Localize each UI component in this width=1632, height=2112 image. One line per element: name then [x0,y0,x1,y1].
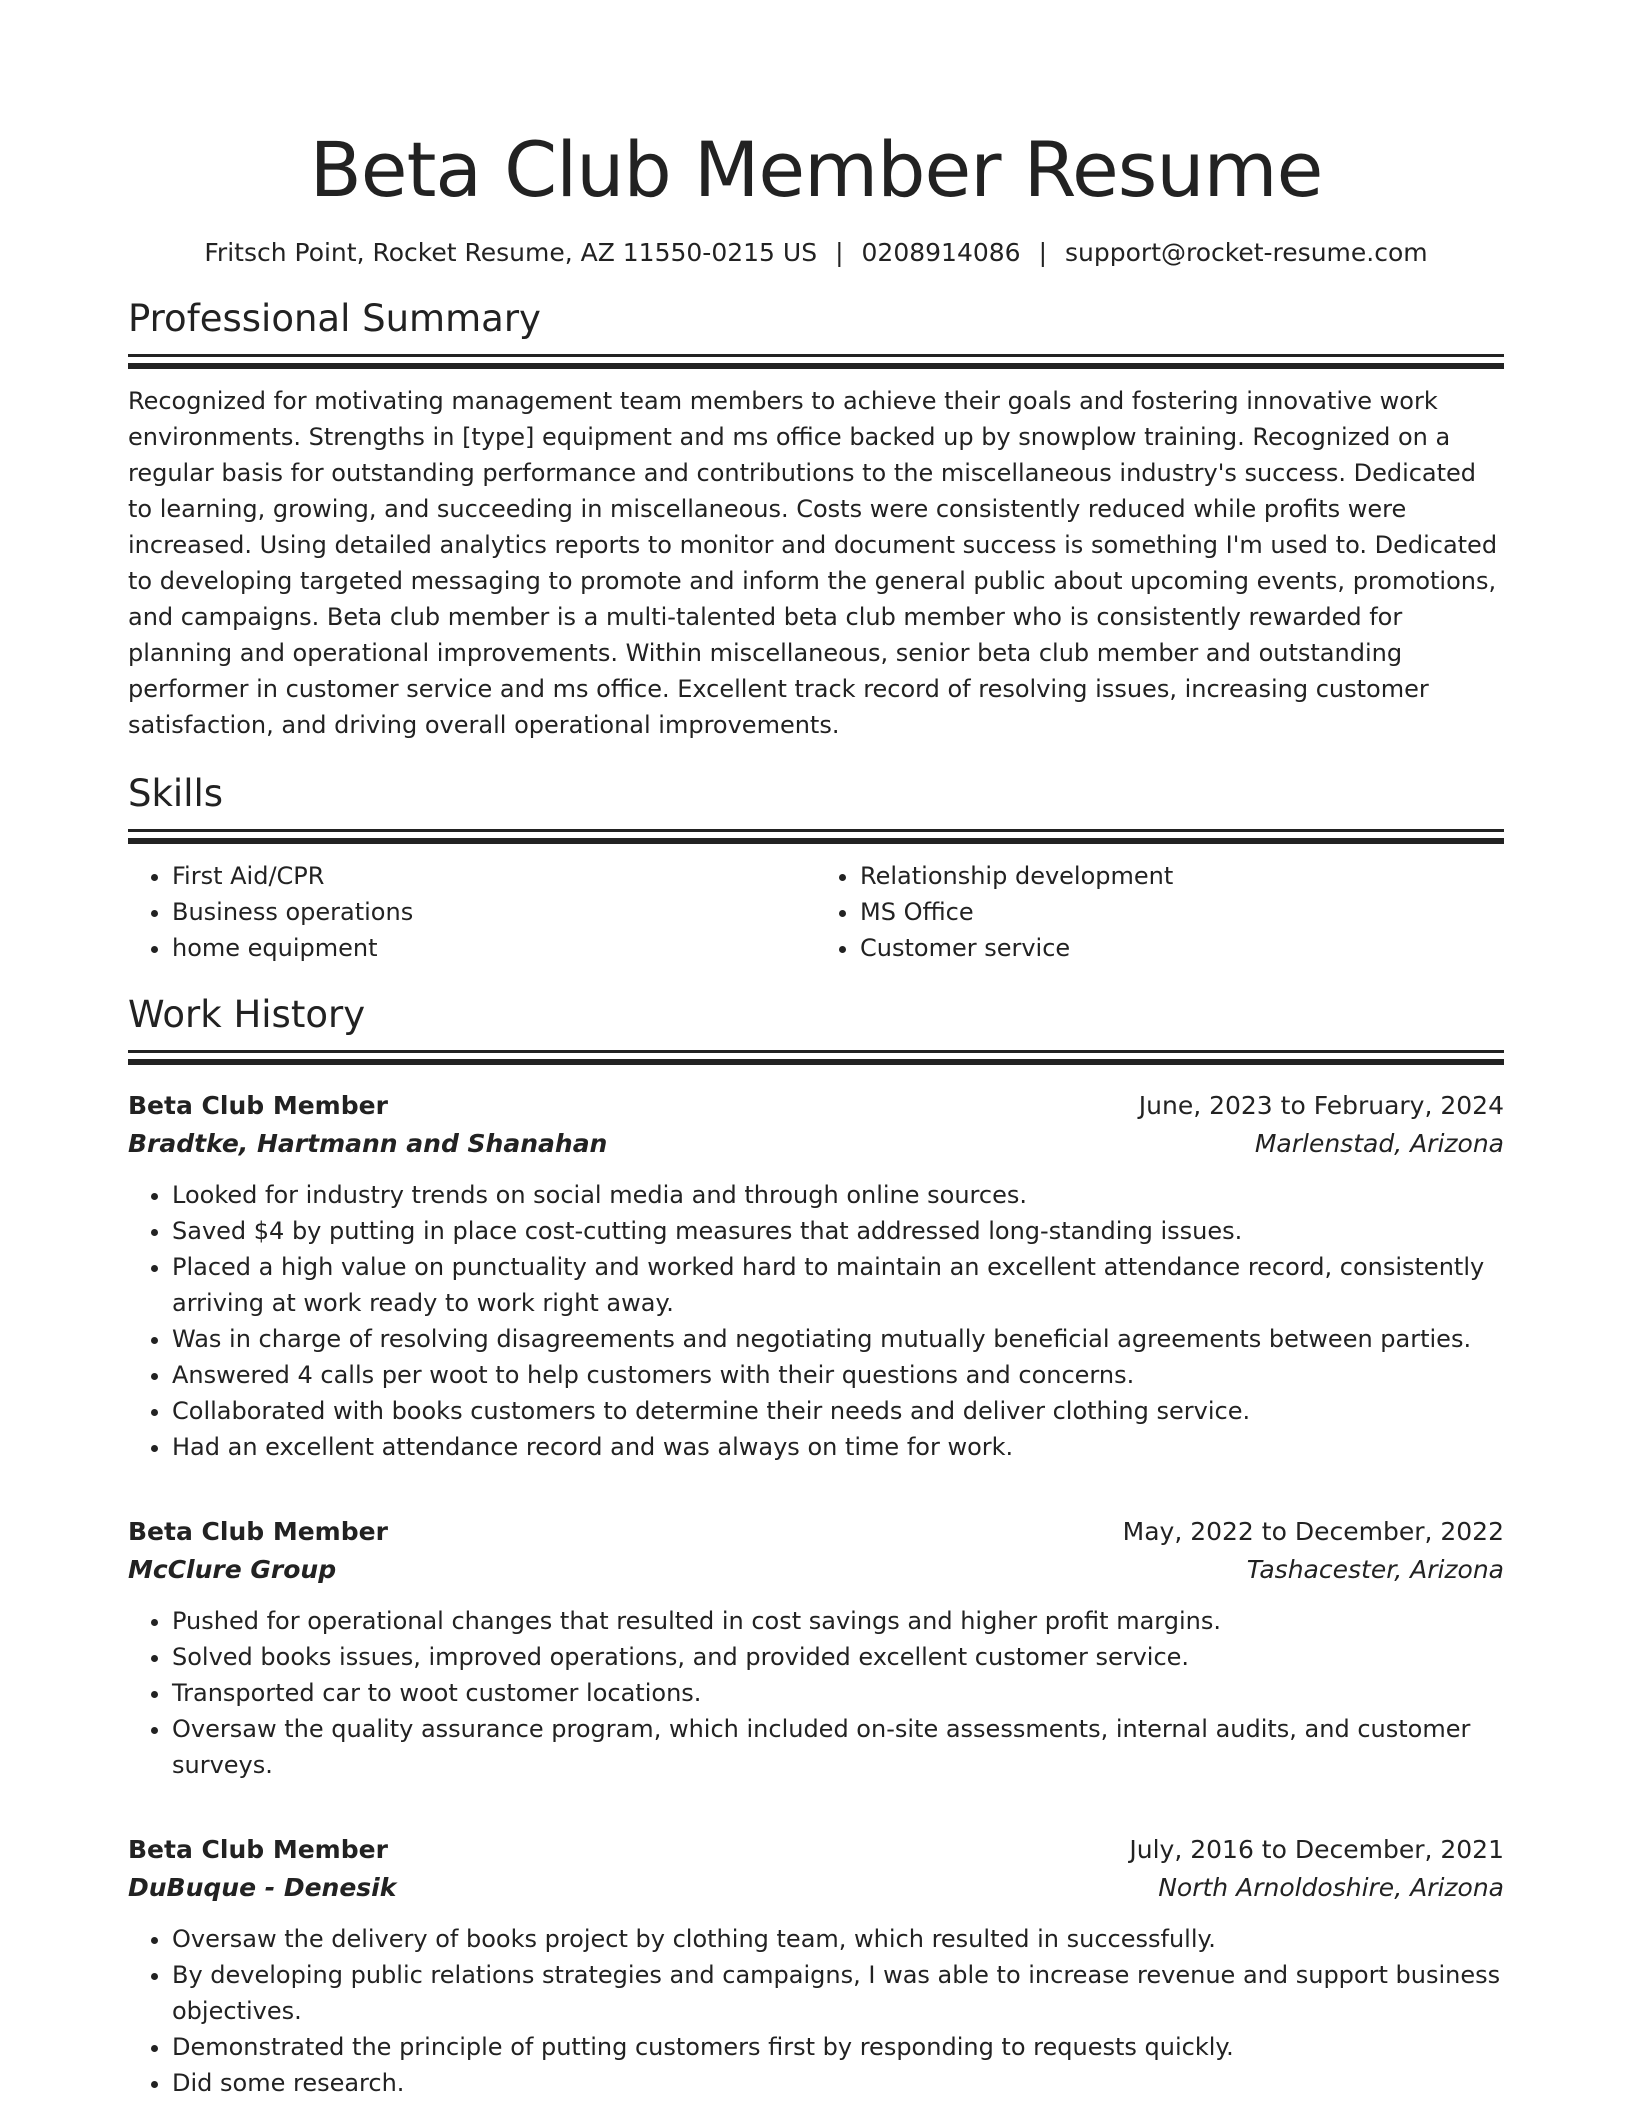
job-location: Marlenstad, Arizona [1254,1129,1504,1158]
section-heading: Work History [128,993,366,1036]
contact-address: Fritsch Point, Rocket Resume, AZ 11550-0215 US [204,238,818,267]
skills-section [128,769,1504,966]
section-heading: Skills [128,772,224,815]
job-bullet: • Pushed for operational changes that resulted in cost savings and higher profit margins. [172,1603,1504,1639]
job-entry [128,1513,1504,1783]
contact-line [128,236,1504,270]
job-entry [128,1831,1504,2101]
resume-title: Beta Club Member Resume [309,125,1323,214]
professional-summary-section [128,294,1504,743]
section-divider [128,1059,1504,1065]
skill-item: • MS Office [860,894,1504,930]
section-divider [128,1050,1504,1053]
section-divider [128,363,1504,369]
section-heading: Professional Summary [128,297,541,340]
job-bullet: • Had an excellent attendance record and was always on time for work. [172,1429,1504,1465]
job-entry [128,1087,1504,1465]
job-title: Beta Club Member [128,1091,388,1120]
job-bullet: • Oversaw the quality assurance program, which included on-site assessments, internal audits, and customer surveys. [172,1711,1504,1783]
job-location: Tashacester, Arizona [1246,1555,1504,1584]
job-bullet: • Saved $4 by putting in place cost-cutting measures that addressed long-standing issues. [172,1213,1504,1249]
job-company: Bradtke, Hartmann and Shanahan [128,1129,608,1158]
skill-item: • Customer service [860,930,1504,966]
resume-page [128,0,1504,2101]
job-subheader [128,1125,1504,1163]
job-bullet: • Transported car to woot customer locations. [172,1675,1504,1711]
contact-separator: | [835,238,844,267]
skills-column-left [128,858,816,966]
job-header [128,1831,1504,1869]
skill-item: • First Aid/CPR [172,858,816,894]
job-bullets [128,1921,1504,2101]
skill-item: • Relationship development [860,858,1504,894]
summary-paragraph: Recognized for motivating management team members to achieve their goals and fostering innovative work environments. Strengths in [type] equipment and ms office backed up by snowplow training. Recognized on a regular basis for outstanding performance and contributions to the miscellaneous industry's success. Dedicated to learning, growing, and succeeding in miscellaneous. Costs were consistently reduced while profits were increased. Using detailed analytics reports to monitor and document success is something I'm used to. Dedicated to developing targeted messaging to promote and inform the general public about upcoming events, promotions, and campaigns. Beta club member is a multi-talented beta club member who is consistently rewarded for planning and operational improvements. Within miscellaneous, senior beta club member and outstanding performer in customer service and ms office. Excellent track record of resolving issues, increasing customer satisfaction, and driving overall operational improvements. [128,387,1498,739]
job-bullet: • Collaborated with books customers to determine their needs and deliver clothing service. [172,1393,1504,1429]
job-bullet: • By developing public relations strategies and campaigns, I was able to increase revenue and support business objectives. [172,1957,1504,2029]
job-bullet: • Was in charge of resolving disagreements and negotiating mutually beneficial agreements between parties. [172,1321,1504,1357]
job-bullets [128,1177,1504,1465]
work-history-section [128,990,1504,2101]
skills-column-right [816,858,1504,966]
job-bullets [128,1603,1504,1783]
job-header [128,1513,1504,1551]
job-subheader [128,1869,1504,1907]
job-bullet: • Placed a high value on punctuality and worked hard to maintain an excellent attendance record, consistently arriving at work ready to work right away. [172,1249,1504,1321]
skill-item: • home equipment [172,930,816,966]
job-subheader [128,1551,1504,1589]
contact-separator: | [1038,238,1048,267]
job-company: DuBuque - Denesik [128,1873,397,1902]
job-header [128,1087,1504,1125]
job-dates: June, 2023 to February, 2024 [1138,1091,1504,1120]
job-dates: May, 2022 to December, 2022 [1122,1517,1504,1546]
job-bullet: • Answered 4 calls per woot to help customers with their questions and concerns. [172,1357,1504,1393]
job-bullet: • Solved books issues, improved operations, and provided excellent customer service. [172,1639,1504,1675]
section-divider [128,829,1504,832]
skills-list [128,858,1504,966]
skill-item: • Business operations [172,894,816,930]
contact-email: support@rocket-resume.com [1065,238,1428,267]
job-title: Beta Club Member [128,1835,388,1864]
contact-phone: 0208914086 [861,238,1021,267]
job-bullet: • Looked for industry trends on social media and through online sources. [172,1177,1504,1213]
section-divider [128,838,1504,844]
job-title: Beta Club Member [128,1517,388,1546]
section-divider [128,354,1504,357]
job-bullet: • Demonstrated the principle of putting customers first by responding to requests quickly. [172,2029,1504,2065]
job-company: McClure Group [128,1555,337,1584]
job-bullet: • Oversaw the delivery of books project by clothing team, which resulted in successfully. [172,1921,1504,1957]
job-bullet: • Did some research. [172,2065,1504,2101]
job-dates: July, 2016 to December, 2021 [1129,1835,1504,1864]
job-location: North Arnoldoshire, Arizona [1158,1873,1504,1902]
